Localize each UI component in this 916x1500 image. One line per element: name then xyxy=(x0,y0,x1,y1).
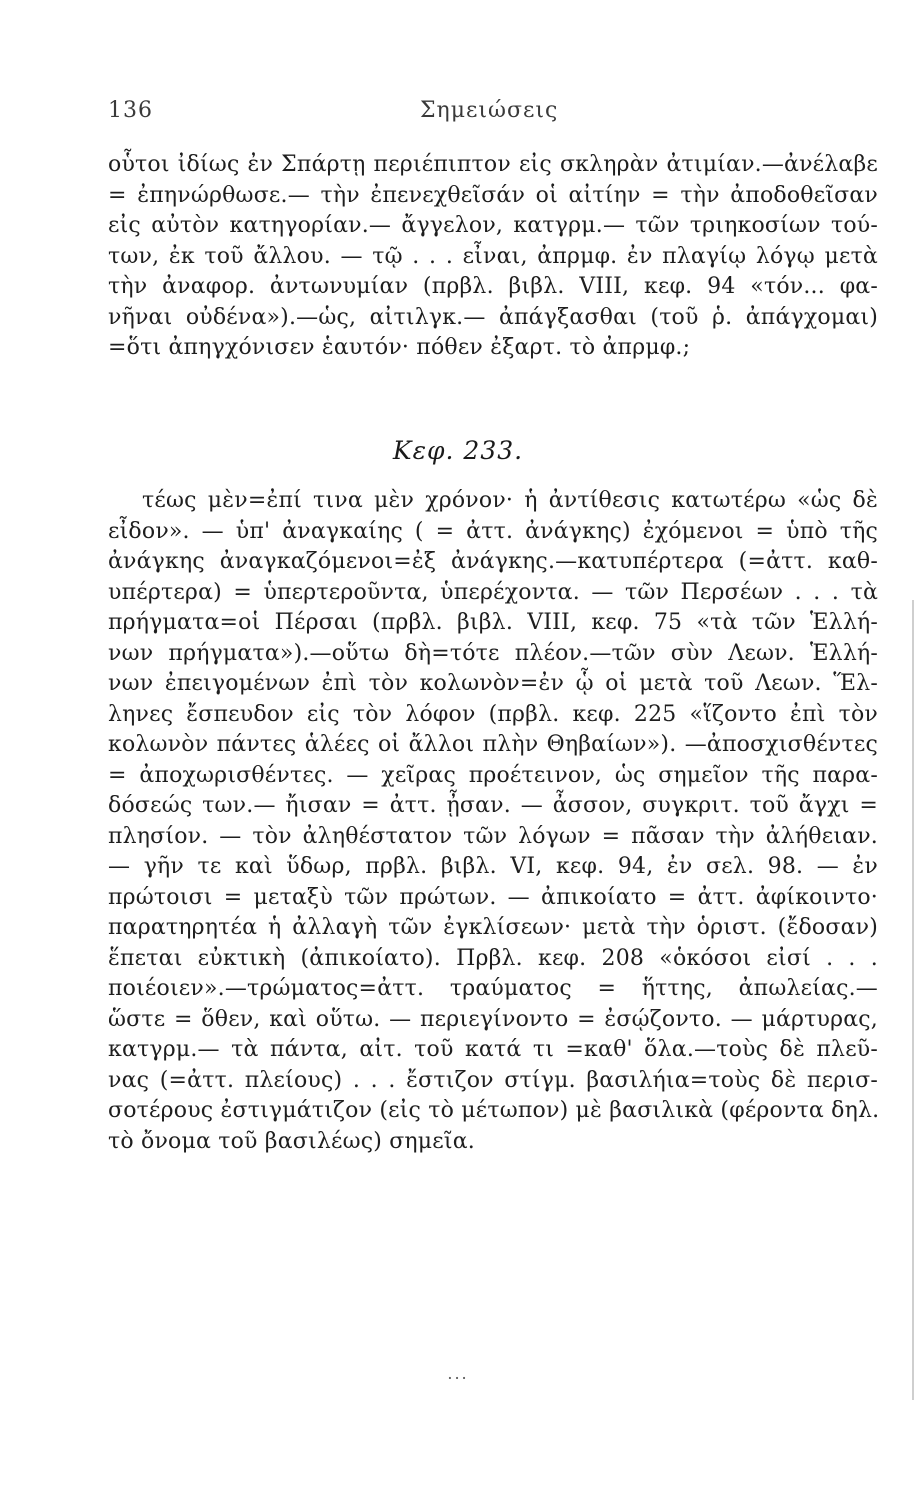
notes-chapter-233 xyxy=(108,486,878,1157)
text-line: πρήγματα=οἱ Πέρσαι (πρβλ. βιβλ. VIII, κεφ. 75 «τὰ τῶν Ἑλλή- xyxy=(108,610,878,635)
end-ornament: ... xyxy=(447,1364,469,1383)
text-line: νων πρήγματα»).—οὕτω δὴ=τότε πλέον.—τῶν σὺν Λεων. Ἑλλή- xyxy=(108,640,878,666)
text-line: ἀνάγκης ἀναγκαζόμενοι=ἐξ ἀνάγκης.—κατυπέρτερα (=ἀττ. καθ- xyxy=(108,549,878,574)
text-line: σοτέρους ἐστιγμάτιζον (εἰς τὸ μέτωπον) μὲ βασιλικὰ (φέροντα δηλ. xyxy=(108,1098,880,1123)
text-line: παρατηρητέα ἡ ἀλλαγὴ τῶν ἐγκλίσεων· μετὰ τὴν ὁριστ. (ἔδοσαν) xyxy=(108,915,878,940)
text-line: = ἐπηνώρθωσε.— τὴν ἐπενεχθεῖσάν οἱ αἰτίην = τὴν ἀποδοθεῖσαν xyxy=(108,182,878,208)
text-line: κολωνὸν πάντες ἁλέες οἱ ἄλλοι πλὴν Θηβαίων»). —ἀποσχισθέντες xyxy=(108,732,878,757)
text-line: πρώτοισι = μεταξὺ τῶν πρώτων. — ἀπικοίατο = ἀττ. ἀφίκοιντο· xyxy=(108,884,878,910)
text-line: νῆναι οὐδένα»).—ὡς, αἰτιλγκ.— ἀπάγξασθαι (τοῦ ῥ. ἀπάγχομαι) xyxy=(108,304,878,330)
text-line: =ὅτι ἀπηγχόνισεν ἑαυτόν· πόθεν ἐξαρτ. τὸ ἀπρμφ.; xyxy=(108,335,691,360)
text-line: εἶδον». — ὑπ' ἀναγκαίης ( = ἀττ. ἀνάγκης) ἐχόμενοι = ὑπὸ τῆς xyxy=(108,518,878,544)
text-line: εἰς αὐτὸν κατηγορίαν.— ἄγγελον, κατγρμ.— τῶν τριηκοσίων τού- xyxy=(108,213,878,238)
text-line: ποιέοιεν».—τρώματος=ἀττ. τραύματος = ἥττης, ἀπωλείας.— xyxy=(108,976,878,1001)
text-line: τὴν ἀναφορ. ἀντωνυμίαν (πρβλ. βιβλ. VIII, κεφ. 94 «τόν... φα- xyxy=(108,274,878,299)
text-line: ἕπεται εὐκτικὴ (ἀπικοίατο). Πρβλ. κεφ. 208 «ὁκόσοι εἰσί . . . xyxy=(108,945,878,971)
notes-before-chapter xyxy=(108,150,878,364)
text-line: = ἀποχωρισθέντες. — χεῖρας προέτεινον, ὡς σημεῖον τῆς παρα- xyxy=(108,762,878,788)
text-line: κατγρμ.— τὰ πάντα, αἰτ. τοῦ κατά τι =καθ' ὅλα.—τοὺς δὲ πλεῦ- xyxy=(108,1037,878,1062)
text-line: ληνες ἔσπευδον εἰς τὸν λόφον (πρβλ. κεφ. 225 «ἵζοντο ἐπὶ τὸν xyxy=(108,701,878,727)
running-title: Σημειώσεις xyxy=(420,98,559,123)
text-line: οὗτοι ἰδίως ἐν Σπάρτῃ περιέπιπτον εἰς σκληρὰν ἀτιμίαν.—ἀνέλαβε xyxy=(108,152,878,177)
text-line: — γῆν τε καὶ ὕδωρ, πρβλ. βιβλ. VI, κεφ. 94, ἐν σελ. 98. — ἐν xyxy=(108,854,878,879)
text-line: των, ἐκ τοῦ ἄλλου. — τῷ . . . εἶναι, ἀπρμφ. ἐν πλαγίῳ λόγῳ μετὰ xyxy=(108,243,878,269)
text-line: ὥστε = ὅθεν, καὶ οὕτω. — περιεγίνοντο = ἐσῴζοντο. — μάρτυρας, xyxy=(108,1006,878,1032)
page-number: 136 xyxy=(108,98,153,123)
text-line: δόσεώς των.— ἤισαν = ἀττ. ᾖσαν. — ἆσσον, συγκριτ. τοῦ ἄγχι = xyxy=(108,793,878,818)
page-edge-shadow xyxy=(912,600,914,1400)
text-line: πλησίον. — τὸν ἀληθέστατον τῶν λόγων = πᾶσαν τὴν ἀλήθειαν. xyxy=(108,823,878,849)
text-line: υπέρτερα) = ὑπερτεροῦντα, ὑπερέχοντα. — τῶν Περσέων . . . τὰ xyxy=(108,579,878,605)
text-line: τέως μὲν=ἐπί τινα μὲν χρόνον· ἡ ἀντίθεσις κατωτέρω «ὡς δὲ xyxy=(142,488,878,513)
text-line: τὸ ὄνομα τοῦ βασιλέως) σημεῖα. xyxy=(108,1128,475,1154)
chapter-heading: Κεφ. 233. xyxy=(392,436,524,465)
text-line: νων ἐπειγομένων ἐπὶ τὸν κολωνὸν=ἐν ᾧ οἱ μετὰ τοῦ Λεων. Ἕλ- xyxy=(108,671,878,696)
text-line: νας (=ἀττ. πλείους) . . . ἔστιζον στίγμ. βασιλήια=τοὺς δὲ περισ- xyxy=(108,1067,878,1093)
